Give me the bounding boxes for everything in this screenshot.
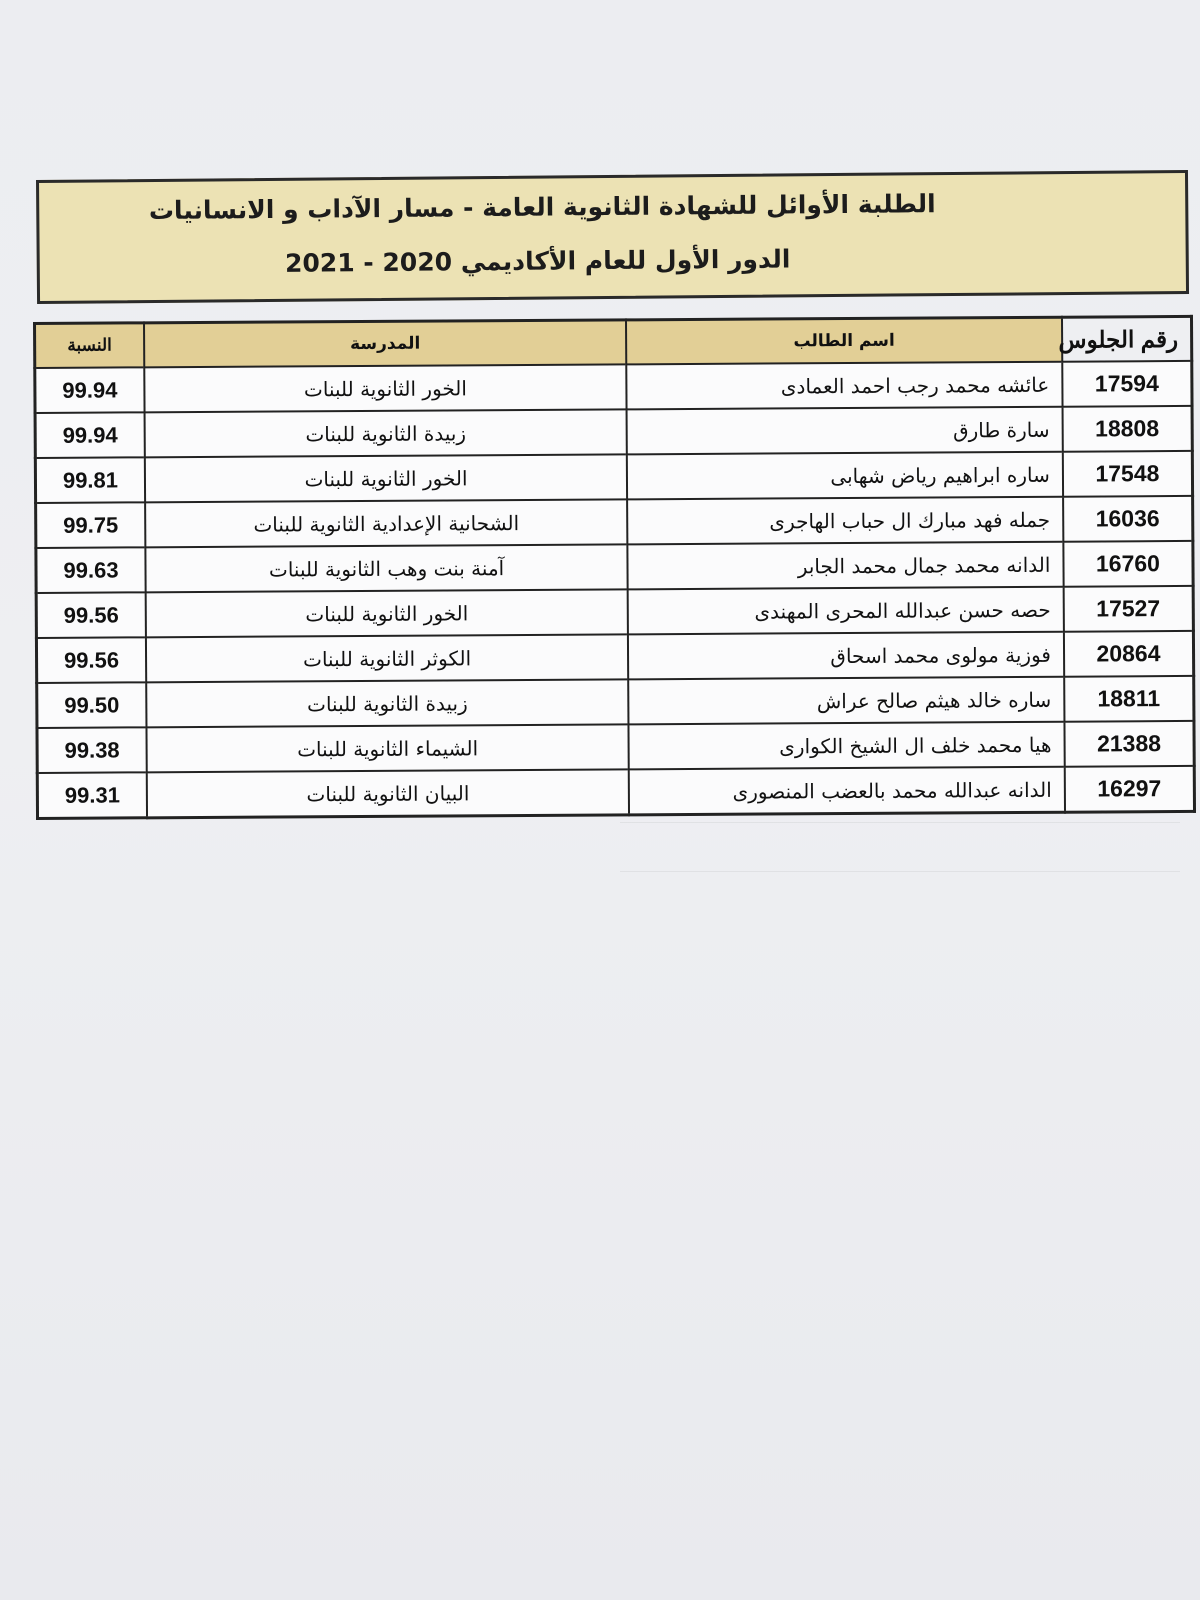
table-row (36, 631, 1193, 683)
seat-number: 16036 (1063, 496, 1193, 542)
table-row (36, 496, 1193, 548)
student-name: الدانه عبدالله محمد بالعضب المنصورى (629, 767, 1065, 815)
seat-number: 17527 (1064, 586, 1194, 632)
percentage: 99.63 (36, 547, 146, 593)
title-main: الطلبة الأوائل للشهادة الثانوية العامة - مسار الآداب و الانسانيات (148, 189, 936, 226)
student-name: سارة طارق (627, 407, 1063, 455)
student-name: الدانه محمد جمال محمد الجابر (627, 542, 1063, 590)
student-name: فوزية مولوى محمد اسحاق (628, 632, 1064, 680)
seat-number: 20864 (1064, 631, 1194, 677)
percentage: 99.94 (35, 367, 145, 413)
school-name: الخور الثانوية للبنات (145, 454, 627, 502)
student-name: جمله فهد مبارك ال حباب الهاجرى (627, 497, 1063, 545)
school-name: الشحانية الإعدادية الثانوية للبنات (145, 499, 627, 547)
percentage: 99.81 (35, 457, 145, 503)
seat-number: 16760 (1063, 541, 1193, 587)
percentage: 99.38 (37, 727, 147, 773)
percentage: 99.75 (36, 502, 146, 548)
title-banner (36, 170, 1189, 304)
school-name: الخور الثانوية للبنات (146, 589, 628, 637)
header-percentage: النسبة (35, 323, 145, 368)
seat-number: 18808 (1062, 406, 1192, 452)
table-row (37, 676, 1194, 728)
school-name: آمنة بنت وهب الثانوية للبنات (145, 544, 627, 592)
table-row (35, 361, 1192, 413)
school-name: الشيماء الثانوية للبنات (146, 724, 628, 772)
table-header-row (35, 316, 1192, 368)
school-name: زبيدة الثانوية للبنات (146, 679, 628, 727)
table-row (36, 541, 1193, 593)
seat-number: 18811 (1064, 676, 1194, 722)
header-school: المدرسة (144, 320, 626, 367)
header-student-name: اسم الطالب (626, 317, 1062, 364)
percentage: 99.31 (37, 772, 147, 818)
school-name: الخور الثانوية للبنات (144, 364, 626, 412)
school-name: البيان الثانوية للبنات (147, 769, 629, 817)
title-subtitle: الدور الأول للعام الأكاديمي 2020 - 2021 (284, 244, 791, 278)
seat-number: 17548 (1063, 451, 1193, 497)
student-name: حصه حسن عبدالله المحرى المهندى (628, 587, 1064, 635)
header-seat-number: رقم الجلوس (1062, 316, 1192, 361)
table-row (37, 721, 1194, 773)
seat-number: 17594 (1062, 361, 1192, 407)
percentage: 99.50 (37, 682, 147, 728)
table-row (36, 586, 1193, 638)
student-name: هيا محمد خلف ال الشيخ الكوارى (629, 722, 1065, 770)
school-name: زبيدة الثانوية للبنات (145, 409, 627, 457)
table-row (35, 406, 1192, 458)
student-name: ساره خالد هيثم صالح عراش (628, 677, 1064, 725)
percentage: 99.56 (36, 637, 146, 683)
percentage: 99.94 (35, 412, 145, 458)
table-row (35, 451, 1192, 503)
bleed-through-shadow (620, 822, 1180, 872)
seat-number: 21388 (1064, 721, 1194, 767)
seat-number: 16297 (1065, 766, 1195, 812)
percentage: 99.56 (36, 592, 146, 638)
table-row (37, 766, 1194, 819)
student-name: ساره ابراهيم رياض شهابى (627, 452, 1063, 500)
school-name: الكوثر الثانوية للبنات (146, 634, 628, 682)
student-name: عائشه محمد رجب احمد العمادى (626, 362, 1062, 410)
results-table (33, 315, 1196, 820)
